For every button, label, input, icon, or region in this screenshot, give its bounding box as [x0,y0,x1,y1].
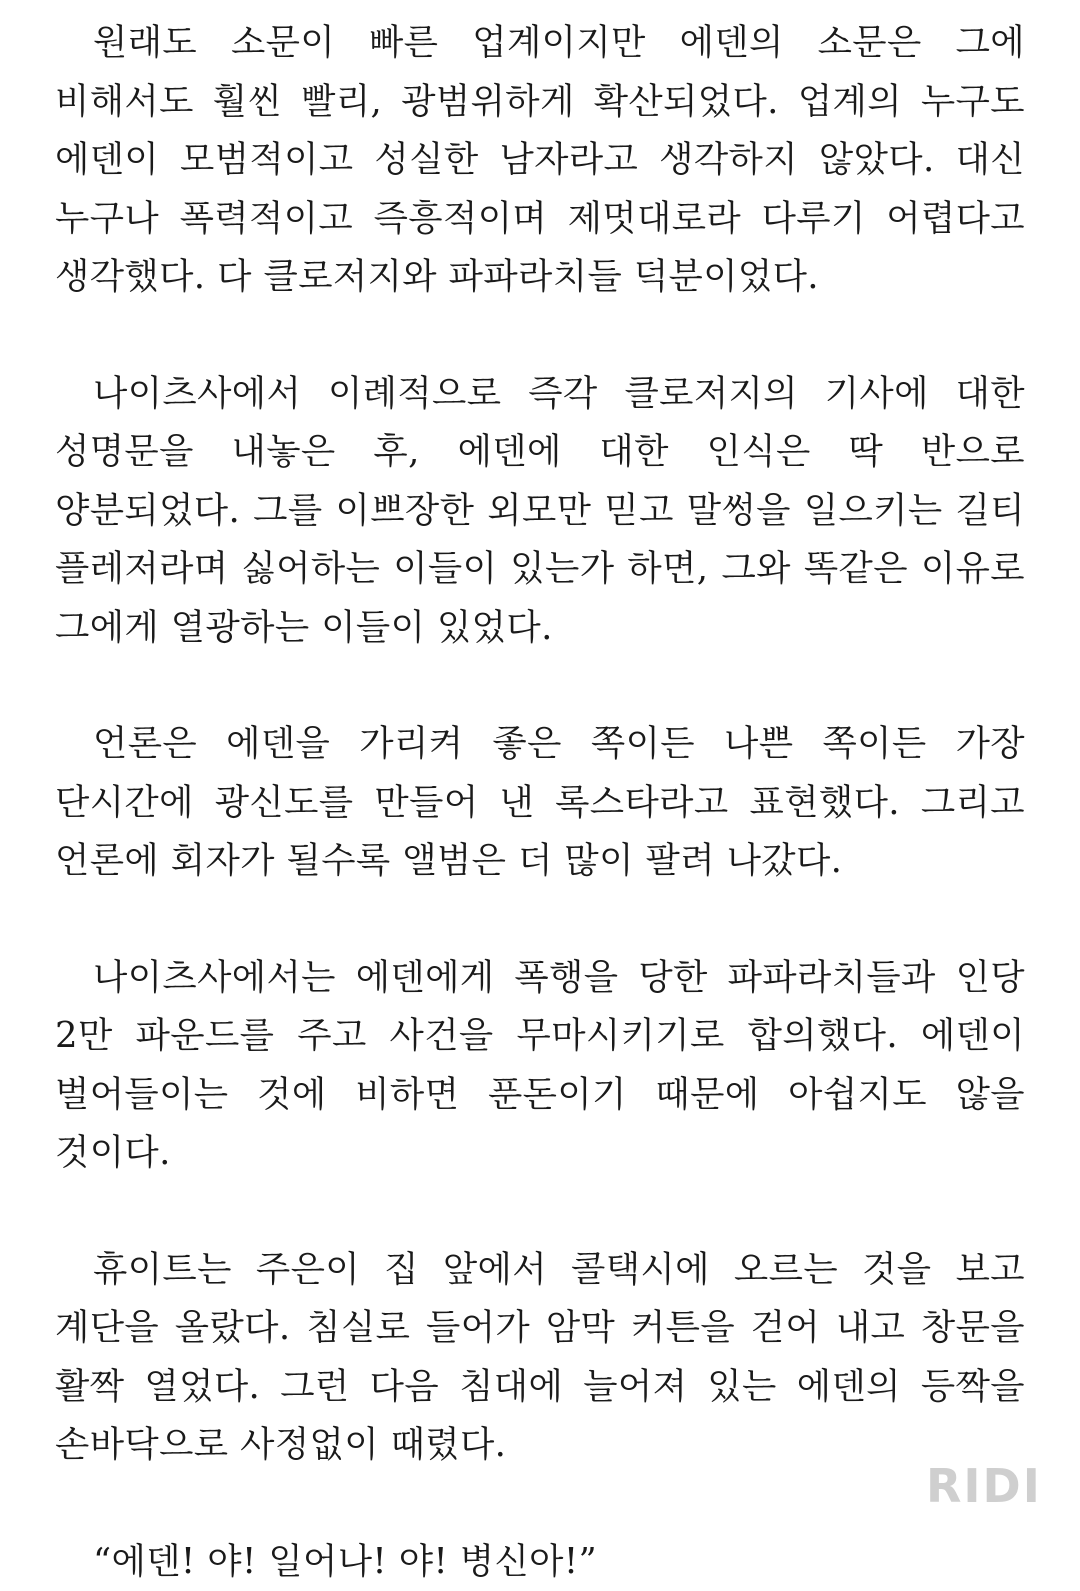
paragraph-1: 원래도 소문이 빠른 업계이지만 에덴의 소문은 그에 비해서도 훨씬 빨리, 광범위하게 확산되었다. 업계의 누구도 에덴이 모범적이고 성실한 남자라고 생각하지 않았다. 대신 누구나 폭력적이고 즉흥적이며 제멋대로라 다루기 어렵다고 생각했다. 다 클로저지와 파파라치들 덕분이었다. [55,14,1025,307]
reader-page [55,14,1025,1591]
ridi-logo: RIDI [926,1461,1042,1511]
paragraph-4: 나이츠사에서는 에덴에게 폭행을 당한 파파라치들과 인당 2만 파운드를 주고 사건을 무마시키기로 합의했다. 에덴이 벌어들이는 것에 비하면 푼돈이기 때문에 아쉽지도 않을 것이다. [55,949,1025,1183]
paragraph-5: 휴이트는 주은이 집 앞에서 콜택시에 오르는 것을 보고 계단을 올랐다. 침실로 들어가 암막 커튼을 걷어 내고 창문을 활짝 열었다. 그런 다음 침대에 늘어져 있는 에덴의 등짝을 손바닥으로 사정없이 때렸다. [55,1241,1025,1475]
paragraph-6-dialogue: “에덴! 야! 일어나! 야! 병신아!” [55,1533,1025,1591]
paragraph-2: 나이츠사에서 이례적으로 즉각 클로저지의 기사에 대한 성명문을 내놓은 후, 에덴에 대한 인식은 딱 반으로 양분되었다. 그를 이쁘장한 외모만 믿고 말썽을 일으키는 길티 플레저라며 싫어하는 이들이 있는가 하면, 그와 똑같은 이유로 그에게 열광하는 이들이 있었다. [55,365,1025,658]
paragraph-3: 언론은 에덴을 가리켜 좋은 쪽이든 나쁜 쪽이든 가장 단시간에 광신도를 만들어 낸 록스타라고 표현했다. 그리고 언론에 회자가 될수록 앨범은 더 많이 팔려 나갔다. [55,715,1025,891]
